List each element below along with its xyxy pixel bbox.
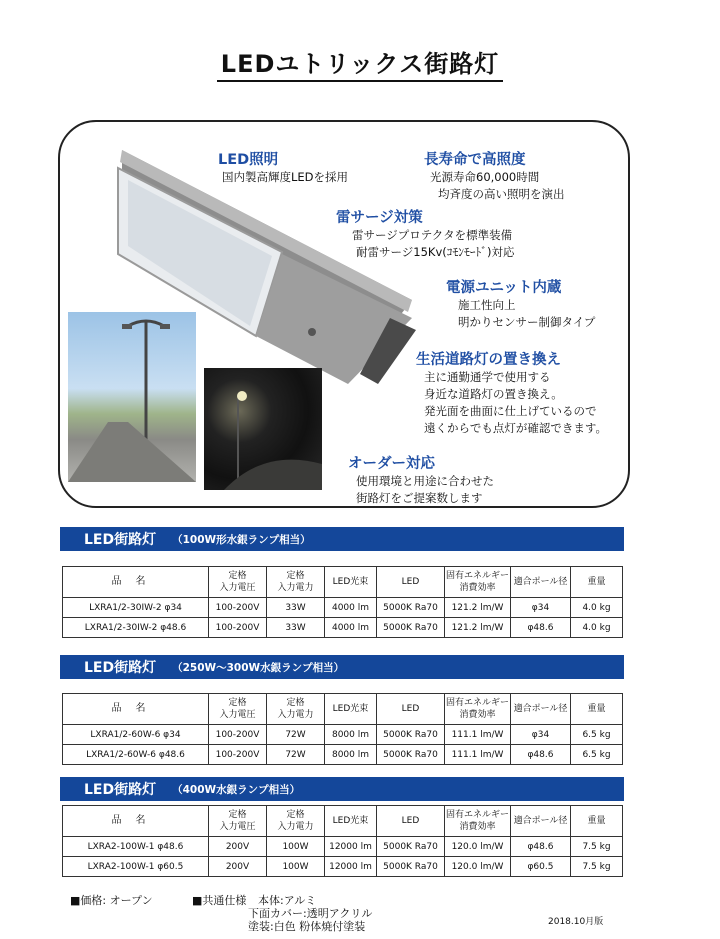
feature-text: 遠くからでも点灯が確認できます。: [424, 421, 607, 435]
cell-model: LXRA2-100W-1 φ60.5: [63, 857, 209, 877]
section-subtitle: （250W～300W水銀ランプ相当）: [172, 661, 345, 674]
footer-price: ■価格: オープン: [70, 894, 153, 907]
cell-pole: φ34: [511, 598, 571, 618]
cell-voltage: 100-200V: [209, 745, 267, 765]
header-voltage: 定格 入力電圧: [209, 806, 267, 837]
cell-voltage: 200V: [209, 857, 267, 877]
header-efficiency: 固有エネルギー 消費効率: [445, 694, 511, 725]
footer-spec-lines-2: [248, 907, 372, 933]
cell-voltage: 100-200V: [209, 725, 267, 745]
table-row: [63, 745, 623, 765]
header-flux: LED光束: [325, 806, 377, 837]
cell-pole: φ48.6: [511, 837, 571, 857]
page-title: LEDユトリックス街路灯: [0, 44, 720, 79]
cell-pole: φ60.5: [511, 857, 571, 877]
cell-model: LXRA1/2-60W-6 φ34: [63, 725, 209, 745]
feature-surge-protection: [336, 206, 514, 261]
cell-flux: 12000 lm: [325, 837, 377, 857]
header-flux: LED光束: [325, 567, 377, 598]
feature-heading: LED照明: [218, 152, 279, 168]
cell-voltage: 100-200V: [209, 598, 267, 618]
spec-line: 塗装:白色 粉体焼付塗装: [248, 920, 366, 933]
header-led: LED: [377, 567, 445, 598]
cell-efficiency: 120.0 lm/W: [445, 857, 511, 877]
cell-pole: φ48.6: [511, 745, 571, 765]
feature-text: 使用環境と用途に合わせた: [356, 474, 494, 488]
spec-table-100w: [62, 566, 623, 638]
cell-weight: 4.0 kg: [571, 598, 623, 618]
footer-date: 2018.10月版: [548, 917, 604, 927]
feature-text: 街路灯をご提案数します: [356, 491, 483, 505]
feature-text: 光源寿命60,000時間: [430, 170, 540, 184]
cell-efficiency: 111.1 lm/W: [445, 725, 511, 745]
cell-flux: 12000 lm: [325, 857, 377, 877]
cell-efficiency: 111.1 lm/W: [445, 745, 511, 765]
cell-model: LXRA2-100W-1 φ48.6: [63, 837, 209, 857]
cell-led: 5000K Ra70: [377, 857, 445, 877]
section-subtitle: （100W形水銀ランプ相当）: [172, 533, 311, 546]
section-subtitle: （400W水銀ランプ相当）: [172, 783, 301, 796]
header-name: 品名: [63, 567, 209, 598]
cell-pole: φ48.6: [511, 618, 571, 638]
cell-efficiency: 121.2 lm/W: [445, 598, 511, 618]
header-weight: 重量: [571, 806, 623, 837]
header-flux: LED光束: [325, 694, 377, 725]
feature-heading: 電源ユニット内蔵: [446, 280, 562, 296]
header-led: LED: [377, 806, 445, 837]
cell-pole: φ34: [511, 725, 571, 745]
feature-text: 施工性向上: [458, 298, 516, 312]
cell-power: 33W: [267, 618, 325, 638]
feature-power-unit: [446, 276, 595, 331]
table-row: [63, 598, 623, 618]
spec-line: 下面カバー:透明アクリル: [248, 907, 373, 920]
header-name: 品名: [63, 806, 209, 837]
cell-weight: 7.5 kg: [571, 837, 623, 857]
cell-efficiency: 121.2 lm/W: [445, 618, 511, 638]
feature-panel: [58, 120, 630, 508]
table-header-row: [63, 806, 623, 837]
table-header-row: [63, 567, 623, 598]
feature-text: 発光面を曲面に仕上げているので: [424, 404, 597, 418]
cell-led: 5000K Ra70: [377, 725, 445, 745]
cell-power: 72W: [267, 725, 325, 745]
feature-long-life: [424, 148, 565, 203]
cell-flux: 4000 lm: [325, 618, 377, 638]
section-title: LED街路灯: [84, 660, 157, 676]
header-efficiency: 固有エネルギー 消費効率: [445, 567, 511, 598]
feature-custom-order: [348, 452, 494, 507]
section-band-250w: [60, 655, 624, 679]
footer-spec-label: ■共通仕様: [192, 894, 247, 907]
feature-heading: オーダー対応: [348, 456, 435, 472]
cell-led: 5000K Ra70: [377, 598, 445, 618]
cell-power: 100W: [267, 837, 325, 857]
table-row: [63, 857, 623, 877]
section-title: LED街路灯: [84, 532, 157, 548]
feature-heading: 生活道路灯の置き換え: [416, 352, 561, 368]
cell-power: 100W: [267, 857, 325, 877]
cell-flux: 4000 lm: [325, 598, 377, 618]
feature-text: 耐雷サージ15Kv(ｺﾓﾝﾓｰﾄﾞ)対応: [356, 245, 515, 259]
cell-power: 72W: [267, 745, 325, 765]
section-title: LED街路灯: [84, 782, 157, 798]
header-power: 定格 入力電力: [267, 806, 325, 837]
daytime-photo: [68, 312, 196, 482]
header-voltage: 定格 入力電圧: [209, 694, 267, 725]
feature-heading: 雷サージ対策: [336, 210, 423, 226]
feature-text: 身近な道路灯の置き換え。: [424, 387, 563, 401]
header-pole: 適合ポール径: [511, 567, 571, 598]
header-voltage: 定格 入力電圧: [209, 567, 267, 598]
feature-text: 明かりセンサー制御タイプ: [458, 315, 596, 329]
header-pole: 適合ポール径: [511, 806, 571, 837]
cell-model: LXRA1/2-30IW-2 φ34: [63, 598, 209, 618]
cell-weight: 4.0 kg: [571, 618, 623, 638]
footer-spec-lines: [258, 894, 316, 907]
header-pole: 適合ポール径: [511, 694, 571, 725]
cell-led: 5000K Ra70: [377, 618, 445, 638]
cell-weight: 6.5 kg: [571, 725, 623, 745]
cell-flux: 8000 lm: [325, 725, 377, 745]
feature-text: 均斉度の高い照明を演出: [438, 187, 565, 201]
header-weight: 重量: [571, 567, 623, 598]
table-row: [63, 837, 623, 857]
cell-model: LXRA1/2-30IW-2 φ48.6: [63, 618, 209, 638]
feature-text: 国内製高輝度LEDを採用: [222, 170, 349, 184]
header-power: 定格 入力電力: [267, 694, 325, 725]
cell-led: 5000K Ra70: [377, 837, 445, 857]
cell-model: LXRA1/2-60W-6 φ48.6: [63, 745, 209, 765]
section-band-400w: [60, 777, 624, 801]
feature-text: 主に通勤通学で使用する: [424, 370, 551, 384]
header-power: 定格 入力電力: [267, 567, 325, 598]
cell-voltage: 100-200V: [209, 618, 267, 638]
cell-weight: 7.5 kg: [571, 857, 623, 877]
header-weight: 重量: [571, 694, 623, 725]
table-row: [63, 725, 623, 745]
cell-voltage: 200V: [209, 837, 267, 857]
cell-weight: 6.5 kg: [571, 745, 623, 765]
feature-led-lighting: [218, 148, 348, 186]
spec-table-400w: [62, 805, 623, 877]
feature-text: 雷サージプロテクタを標準装備: [352, 228, 513, 242]
header-name: 品名: [63, 694, 209, 725]
feature-heading: 長寿命で高照度: [424, 152, 526, 168]
cell-flux: 8000 lm: [325, 745, 377, 765]
header-efficiency: 固有エネルギー 消費効率: [445, 806, 511, 837]
cell-led: 5000K Ra70: [377, 745, 445, 765]
table-row: [63, 618, 623, 638]
spec-table-250w: [62, 693, 623, 765]
section-band-100w: [60, 527, 624, 551]
nighttime-photo: [204, 368, 322, 490]
feature-road-replacement: [416, 348, 607, 437]
header-led: LED: [377, 694, 445, 725]
table-header-row: [63, 694, 623, 725]
cell-power: 33W: [267, 598, 325, 618]
cell-efficiency: 120.0 lm/W: [445, 837, 511, 857]
spec-line: 本体:アルミ: [258, 894, 317, 907]
